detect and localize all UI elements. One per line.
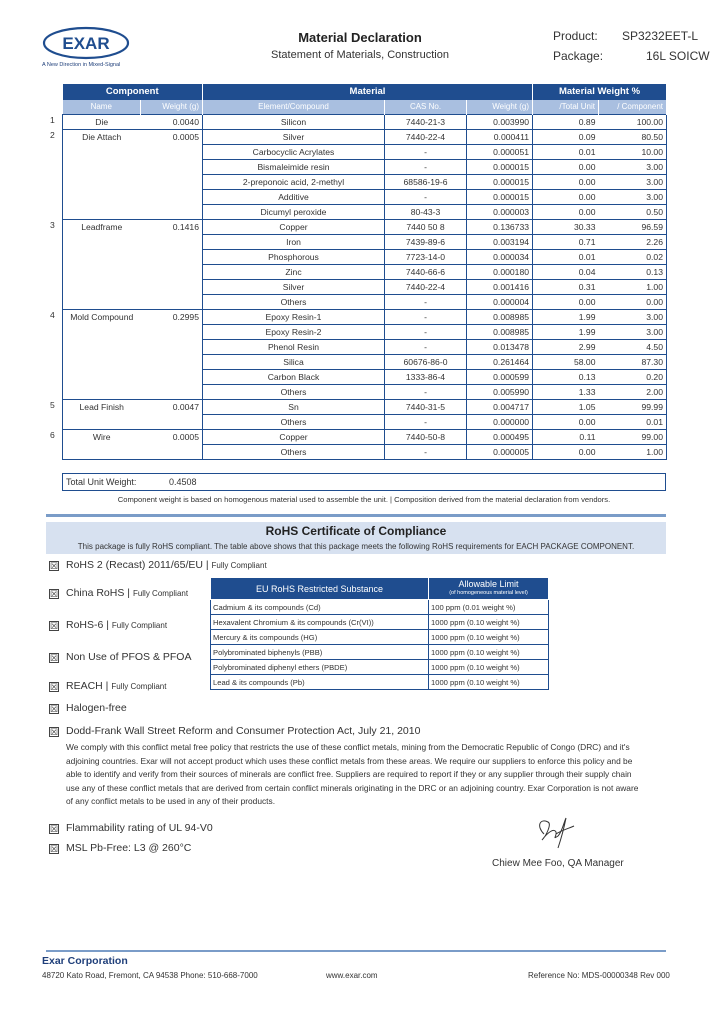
pct-total-unit: 0.01 <box>533 250 599 265</box>
logo-text: EXAR <box>62 34 110 53</box>
material-weight: 0.004717 <box>467 400 533 415</box>
checkbox-checked: ☒ <box>50 682 59 692</box>
compliance-item <box>66 619 167 631</box>
cas-number: 60676-86-0 <box>385 355 467 370</box>
website-link[interactable]: www.exar.com <box>326 971 378 980</box>
eu-substance: Polybrominated biphenyls (PBB) <box>211 645 429 660</box>
cas-number: - <box>385 145 467 160</box>
table-row <box>63 340 667 355</box>
component-number: 4 <box>50 310 55 320</box>
pct-component: 1.00 <box>599 445 667 460</box>
component-weight <box>141 445 203 460</box>
table-row <box>63 190 667 205</box>
pct-total-unit: 0.71 <box>533 235 599 250</box>
element-name: Others <box>203 415 385 430</box>
component-weight <box>141 235 203 250</box>
product-value: SP3232EET-L <box>622 29 699 43</box>
table-row <box>63 265 667 280</box>
material-weight: 0.136733 <box>467 220 533 235</box>
table-row <box>63 355 667 370</box>
element-name: Dicumyl peroxide <box>203 205 385 220</box>
pct-total-unit: 0.01 <box>533 145 599 160</box>
eu-limit: 1000 ppm (0.10 weight %) <box>429 645 549 660</box>
eu-header-limit <box>429 578 549 600</box>
pct-total-unit: 1.33 <box>533 385 599 400</box>
eu-limit: 100 ppm (0.01 weight %) <box>429 600 549 615</box>
col-header-element: Element/Compound <box>203 100 385 115</box>
group-header-weight-pct: Material Weight % <box>533 84 667 100</box>
cas-number: 80-43-3 <box>385 205 467 220</box>
component-number: 1 <box>50 115 55 125</box>
compliance-label: RoHS-6 | <box>66 619 109 631</box>
material-weight: 0.000495 <box>467 430 533 445</box>
checkbox-checked: ☒ <box>50 844 59 854</box>
rohs-subtitle: This package is fully RoHS compliant. The table above shows that this package meets the following RoHS requirements for EACH PACKAGE COMPONENT. <box>46 540 666 554</box>
pct-component: 3.00 <box>599 310 667 325</box>
pct-total-unit: 1.99 <box>533 310 599 325</box>
pct-total-unit: 0.00 <box>533 160 599 175</box>
element-name: Epoxy Resin-1 <box>203 310 385 325</box>
material-weight: 0.003990 <box>467 115 533 130</box>
element-name: Epoxy Resin-2 <box>203 325 385 340</box>
compliance-item <box>66 680 166 692</box>
dodd-frank-line: use any of these conflict metals that are derived from certain conflict minerals originating in the DRC or an adjoining country. Exar Corporation is not aware <box>66 782 639 793</box>
table-row <box>63 160 667 175</box>
table-row <box>63 235 667 250</box>
col-header-total-unit: /Total Unit <box>533 100 599 115</box>
component-weight <box>141 205 203 220</box>
company-name: Exar Corporation <box>42 955 128 967</box>
pct-component: 0.20 <box>599 370 667 385</box>
page-title: Material Declaration <box>298 30 422 45</box>
pct-component: 0.50 <box>599 205 667 220</box>
compliance-label: REACH | <box>66 680 109 692</box>
checkbox-checked: ☒ <box>50 704 59 714</box>
table-row <box>63 250 667 265</box>
component-weight <box>141 415 203 430</box>
component-name <box>63 145 141 160</box>
eu-limit: 1000 ppm (0.10 weight %) <box>429 660 549 675</box>
element-name: Carbocyclic Acrylates <box>203 145 385 160</box>
element-name: Silver <box>203 280 385 295</box>
col-header-component: / Component <box>599 100 667 115</box>
component-weight: 0.1416 <box>141 220 203 235</box>
cas-number: - <box>385 295 467 310</box>
eu-limit: 1000 ppm (0.10 weight %) <box>429 675 549 690</box>
group-header-component: Component <box>63 84 203 100</box>
divider <box>46 514 666 517</box>
material-weight: 0.008985 <box>467 325 533 340</box>
group-header-row <box>63 84 667 100</box>
col-header-mat-weight: Weight (g) <box>467 100 533 115</box>
component-name: Die Attach <box>63 130 141 145</box>
dodd-frank-statement <box>66 741 666 809</box>
cas-number: - <box>385 190 467 205</box>
cas-number: - <box>385 340 467 355</box>
component-weight: 0.0005 <box>141 130 203 145</box>
element-name: Others <box>203 295 385 310</box>
compliance-item <box>66 587 188 599</box>
pct-component: 1.00 <box>599 280 667 295</box>
eu-header-limit-sub: (of homogeneous material level) <box>449 589 528 596</box>
eu-substance: Cadmium & its compounds (Cd) <box>211 600 429 615</box>
compliance-item <box>66 842 191 854</box>
component-name <box>63 325 141 340</box>
cas-number: - <box>385 160 467 175</box>
element-name: Others <box>203 385 385 400</box>
cas-number: 7440-21-3 <box>385 115 467 130</box>
table-row <box>63 295 667 310</box>
eu-substance: Lead & its compounds (Pb) <box>211 675 429 690</box>
component-weight <box>141 325 203 340</box>
element-name: Sn <box>203 400 385 415</box>
eu-row <box>211 675 549 690</box>
checkbox-checked: ☒ <box>50 621 59 631</box>
cas-number: 7440 50 8 <box>385 220 467 235</box>
eu-limit: 1000 ppm (0.10 weight %) <box>429 630 549 645</box>
element-name: Additive <box>203 190 385 205</box>
pct-component: 0.00 <box>599 295 667 310</box>
pct-total-unit: 1.99 <box>533 325 599 340</box>
table-row <box>63 445 667 460</box>
dodd-frank-line: of any conflict metals to be used in any of their products. <box>66 796 276 807</box>
pct-total-unit: 0.31 <box>533 280 599 295</box>
component-weight <box>141 295 203 310</box>
component-name: Mold Compound <box>63 310 141 325</box>
pct-total-unit: 0.13 <box>533 370 599 385</box>
table-row <box>63 370 667 385</box>
material-weight: 0.000015 <box>467 160 533 175</box>
cas-number: - <box>385 445 467 460</box>
product-label: Product: <box>553 29 598 43</box>
component-number: 5 <box>50 400 55 410</box>
compliance-item <box>66 725 420 737</box>
component-weight: 0.2995 <box>141 310 203 325</box>
col-header-cas: CAS No. <box>385 100 467 115</box>
material-weight: 0.000051 <box>467 145 533 160</box>
dodd-frank-line: We comply with this conflict metal free policy that restricts the use of these conflict metals, mining from the Democratic Republic of Congo (DRC) and it's <box>66 742 630 752</box>
table-row <box>63 205 667 220</box>
component-name <box>63 415 141 430</box>
material-weight: 0.000034 <box>467 250 533 265</box>
eu-substance: Mercury & its compounds (HG) <box>211 630 429 645</box>
component-weight: 0.0005 <box>141 430 203 445</box>
component-name <box>63 265 141 280</box>
component-name <box>63 250 141 265</box>
component-name: Die <box>63 115 141 130</box>
material-weight: 0.000015 <box>467 190 533 205</box>
reference-number: Reference No: MDS-00000348 Rev 000 <box>528 971 670 980</box>
component-weight <box>141 160 203 175</box>
col-header-weight: Weight (g) <box>141 100 203 115</box>
material-weight: 0.000000 <box>467 415 533 430</box>
component-name <box>63 370 141 385</box>
component-weight <box>141 340 203 355</box>
material-weight: 0.008985 <box>467 310 533 325</box>
component-number: 6 <box>50 430 55 440</box>
pct-component: 2.26 <box>599 235 667 250</box>
footnote: Component weight is based on homogenous material used to assemble the unit. | Composition derived from the material declaration from vendors. <box>117 495 611 504</box>
compliance-status: Fully Compliant <box>132 589 189 598</box>
element-name: Phenol Resin <box>203 340 385 355</box>
component-weight: 0.0040 <box>141 115 203 130</box>
component-name <box>63 340 141 355</box>
checkbox-checked: ☒ <box>50 589 59 599</box>
col-header-name: Name <box>63 100 141 115</box>
pct-component: 87.30 <box>599 355 667 370</box>
material-weight: 0.000599 <box>467 370 533 385</box>
pct-component: 100.00 <box>599 115 667 130</box>
material-weight: 0.005990 <box>467 385 533 400</box>
element-name: Iron <box>203 235 385 250</box>
compliance-item <box>66 651 191 663</box>
page-subtitle: Statement of Materials, Construction <box>271 49 449 61</box>
dodd-frank-line: adjoining countries. Exar will not accept product which uses these conflict metals from these areas. We require our suppliers to enforce this policy and be <box>66 755 633 766</box>
pct-component: 99.99 <box>599 400 667 415</box>
cas-number: 68586-19-6 <box>385 175 467 190</box>
element-name: Silica <box>203 355 385 370</box>
table-row <box>63 280 667 295</box>
table-row <box>63 310 667 325</box>
table-row <box>63 220 667 235</box>
material-weight: 0.003194 <box>467 235 533 250</box>
pct-component: 0.13 <box>599 265 667 280</box>
component-weight <box>141 280 203 295</box>
pct-total-unit: 0.00 <box>533 205 599 220</box>
pct-component: 0.01 <box>599 415 667 430</box>
compliance-label: Dodd-Frank Wall Street Reform and Consumer Protection Act, July 21, 2010 <box>66 725 421 737</box>
compliance-status: Fully Compliant <box>111 621 168 630</box>
component-weight <box>141 265 203 280</box>
checkbox-checked: ☒ <box>50 653 59 663</box>
pct-total-unit: 58.00 <box>533 355 599 370</box>
signature-image <box>530 814 580 850</box>
total-value: 0.4508 <box>169 477 197 487</box>
component-name <box>63 235 141 250</box>
pct-component: 80.50 <box>599 130 667 145</box>
compliance-label: MSL Pb-Free: L3 @ 260°C <box>66 842 192 854</box>
compliance-status: Fully Compliant <box>211 561 267 570</box>
pct-component: 3.00 <box>599 325 667 340</box>
component-name <box>63 175 141 190</box>
total-label: Total Unit Weight: <box>66 477 137 487</box>
material-weight: 0.000411 <box>467 130 533 145</box>
table-row <box>63 130 667 145</box>
compliance-label: China RoHS | <box>66 587 131 599</box>
pct-total-unit: 0.00 <box>533 445 599 460</box>
pct-total-unit: 0.09 <box>533 130 599 145</box>
eu-substance: Hexavalent Chromium & its compounds (Cr(VI)) <box>211 615 429 630</box>
pct-component: 3.00 <box>599 160 667 175</box>
pct-total-unit: 0.00 <box>533 190 599 205</box>
group-header-material: Material <box>203 84 533 100</box>
pct-total-unit: 30.33 <box>533 220 599 235</box>
element-name: Carbon Black <box>203 370 385 385</box>
component-weight <box>141 250 203 265</box>
component-name: Wire <box>63 430 141 445</box>
pct-component: 4.50 <box>599 340 667 355</box>
pct-component: 3.00 <box>599 190 667 205</box>
pct-component: 96.59 <box>599 220 667 235</box>
eu-row <box>211 645 549 660</box>
cas-number: 7723-14-0 <box>385 250 467 265</box>
checkbox-checked: ☒ <box>50 727 59 737</box>
pct-total-unit: 1.05 <box>533 400 599 415</box>
pct-total-unit: 0.04 <box>533 265 599 280</box>
component-name: Leadframe <box>63 220 141 235</box>
pct-total-unit: 0.00 <box>533 175 599 190</box>
material-weight: 0.001416 <box>467 280 533 295</box>
component-name <box>63 160 141 175</box>
cas-number: 7440-66-6 <box>385 265 467 280</box>
pct-total-unit: 0.00 <box>533 295 599 310</box>
component-weight <box>141 145 203 160</box>
compliance-label: Flammability rating of UL 94-V0 <box>66 822 213 834</box>
cas-number: 7440-50-8 <box>385 430 467 445</box>
component-name <box>63 205 141 220</box>
pct-component: 0.02 <box>599 250 667 265</box>
cas-number: - <box>385 415 467 430</box>
component-weight <box>141 370 203 385</box>
dodd-frank-line: able to identify and verify from their sources of minerals are conflict free. Suppliers are required to report if they or any supplier through their supply chain <box>66 769 632 780</box>
pct-total-unit: 0.11 <box>533 430 599 445</box>
pct-component: 10.00 <box>599 145 667 160</box>
eu-row <box>211 600 549 615</box>
element-name: Silicon <box>203 115 385 130</box>
material-weight: 0.000005 <box>467 445 533 460</box>
rohs-title: RoHS Certificate of Compliance <box>46 522 666 540</box>
cas-number: 7440-22-4 <box>385 130 467 145</box>
company-address: 48720 Kato Road, Fremont, CA 94538 Phone: 510-668-7000 <box>42 971 258 980</box>
checkbox-checked: ☒ <box>50 824 59 834</box>
component-number: 2 <box>50 130 55 140</box>
cas-number: 7440-31-5 <box>385 400 467 415</box>
element-name: Bismaleimide resin <box>203 160 385 175</box>
eu-rohs-table <box>210 577 549 690</box>
component-weight: 0.0047 <box>141 400 203 415</box>
compliance-label: Non Use of PFOS & PFOA <box>66 651 192 663</box>
cas-number: 1333-86-4 <box>385 370 467 385</box>
table-row <box>63 400 667 415</box>
table-row <box>63 430 667 445</box>
footer-divider <box>46 950 666 952</box>
cas-number: - <box>385 325 467 340</box>
total-unit-weight <box>62 473 666 491</box>
compliance-item <box>66 822 213 834</box>
pct-total-unit: 0.00 <box>533 415 599 430</box>
material-table <box>62 84 667 460</box>
table-row <box>63 115 667 130</box>
tagline: A New Direction in Mixed-Signal <box>42 62 121 68</box>
eu-row <box>211 660 549 675</box>
eu-header-row <box>211 578 549 600</box>
component-name <box>63 280 141 295</box>
component-name <box>63 385 141 400</box>
table-row <box>63 325 667 340</box>
component-number: 3 <box>50 220 55 230</box>
component-name: Lead Finish <box>63 400 141 415</box>
material-weight: 0.000004 <box>467 295 533 310</box>
pct-component: 99.00 <box>599 430 667 445</box>
pct-component: 3.00 <box>599 175 667 190</box>
eu-row <box>211 630 549 645</box>
pct-component: 2.00 <box>599 385 667 400</box>
material-weight: 0.000015 <box>467 175 533 190</box>
pct-total-unit: 0.89 <box>533 115 599 130</box>
cas-number: - <box>385 385 467 400</box>
column-header-row <box>63 100 667 115</box>
cas-number: - <box>385 310 467 325</box>
compliance-item <box>66 559 267 571</box>
component-weight <box>141 175 203 190</box>
compliance-status: Fully Compliant <box>111 682 167 691</box>
element-name: Silver <box>203 130 385 145</box>
eu-substance: Polybrominated diphenyl ethers (PBDE) <box>211 660 429 675</box>
eu-header-limit-title: Allowable Limit <box>458 578 519 589</box>
eu-row <box>211 615 549 630</box>
element-name: Copper <box>203 430 385 445</box>
element-name: Copper <box>203 220 385 235</box>
eu-limit: 1000 ppm (0.10 weight %) <box>429 615 549 630</box>
table-row <box>63 145 667 160</box>
signatory: Chiew Mee Foo, QA Manager <box>492 858 624 869</box>
package-label: Package: <box>553 49 604 63</box>
cas-number: 7440-22-4 <box>385 280 467 295</box>
element-name: 2-preponoic acid, 2-methyl <box>203 175 385 190</box>
table-row <box>63 385 667 400</box>
element-name: Phosphorous <box>203 250 385 265</box>
component-weight <box>141 385 203 400</box>
material-weight: 0.000003 <box>467 205 533 220</box>
component-name <box>63 295 141 310</box>
checkbox-checked: ☒ <box>50 561 59 571</box>
compliance-item <box>66 702 127 714</box>
cas-number: 7439-89-6 <box>385 235 467 250</box>
compliance-label: RoHS 2 (Recast) 2011/65/EU | <box>66 559 209 571</box>
component-weight <box>141 355 203 370</box>
eu-header-substance: EU RoHS Restricted Substance <box>211 578 429 600</box>
component-name <box>63 445 141 460</box>
element-name: Others <box>203 445 385 460</box>
compliance-label: Halogen-free <box>66 702 127 714</box>
component-weight <box>141 190 203 205</box>
package-value: 16L SOICW <box>646 49 710 63</box>
material-weight: 0.013478 <box>467 340 533 355</box>
table-row <box>63 415 667 430</box>
table-row <box>63 175 667 190</box>
component-name <box>63 355 141 370</box>
material-weight: 0.261464 <box>467 355 533 370</box>
component-name <box>63 190 141 205</box>
material-weight: 0.000180 <box>467 265 533 280</box>
element-name: Zinc <box>203 265 385 280</box>
pct-total-unit: 2.99 <box>533 340 599 355</box>
